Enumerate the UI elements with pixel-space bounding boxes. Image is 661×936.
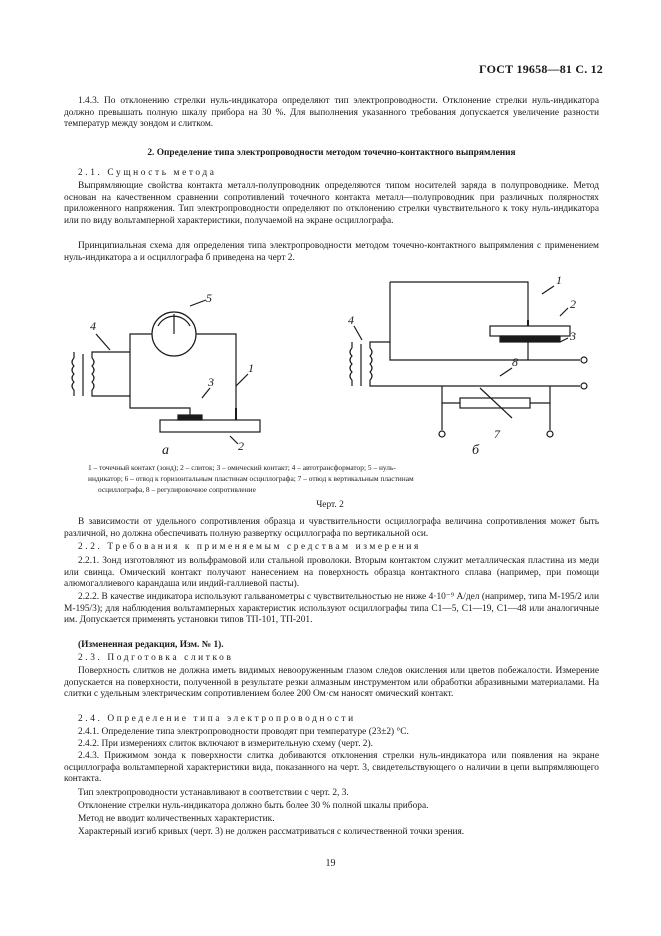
wire-indicator-to-probe <box>196 334 236 408</box>
label-5-a: 5 <box>206 291 212 305</box>
sub-label-b: б <box>472 443 480 458</box>
edit-note: (Измененная редакция, Изм. № 1). <box>78 640 224 650</box>
wire-to-probe-b <box>390 282 528 320</box>
wire-to-null-indicator <box>130 334 152 352</box>
resistor-slider-arrow <box>480 388 512 418</box>
resistor-8 <box>460 398 530 408</box>
leader-8 <box>500 368 512 376</box>
leader-3-a <box>202 388 210 398</box>
circuit-diagram-figure <box>60 268 600 460</box>
label-4-a: 4 <box>90 319 96 333</box>
paragraph-2-1-scheme <box>64 241 599 264</box>
subsection-2-1-title: 2.1. Сущность метода <box>78 168 217 178</box>
wire-transformer-to-contact <box>130 396 190 415</box>
ohmic-contact-3-a <box>178 415 202 420</box>
leader-2-b <box>560 308 568 316</box>
paragraph-text: 2.4.2. При измерениях слиток включают в измерительную схему (черт. 2). <box>78 739 373 749</box>
transformer-winding-secondary-b <box>370 348 372 380</box>
paragraph-last-2 <box>64 801 599 813</box>
subsection-2-3-title: 2.3. Подготовка слитков <box>78 653 234 663</box>
sub-label-a: а <box>162 443 169 458</box>
label-4-b: 4 <box>348 313 354 327</box>
leader-2-a <box>230 436 238 444</box>
paragraph-1-4-3 <box>64 96 599 131</box>
leader-1-a <box>236 374 248 386</box>
paragraph-text: Тип электропроводности устанавливают в соответствии с черт. 2, 3. <box>78 788 349 798</box>
label-8-b: 8 <box>512 355 518 369</box>
figure-caption <box>88 462 578 495</box>
paragraph-last-1 <box>64 788 599 800</box>
leader-3-b <box>560 338 568 342</box>
terminal-top-b <box>581 357 587 363</box>
leader-1-b <box>542 286 554 294</box>
paragraph-text: В зависимости от удельного сопротивления образца и чувствительности осциллографа величина сопротивления может быть различной, но должна обеспечивать полную развертку осциллографа по вертикальной оси. <box>64 517 599 539</box>
page-number: 19 <box>325 858 336 869</box>
paragraph-text: 1.4.3. По отклонению стрелки нуль-индикатора определяют тип электропроводности. Отклонение стрелки нуль-индикатора должно превышать полную шкалу прибора на 30 %. Для выполнения указанного требования допускается увеличение разности температур между зондом и слитком. <box>64 96 599 130</box>
paragraph-text: Принципиальная схема для определения типа электропроводности методом точечно-контактного выпрямления с применением нуль-индикатора а и осциллографа б приведена на черт 2. <box>64 241 599 263</box>
paragraph-2-4-3 <box>64 751 599 786</box>
transformer-winding-secondary-a <box>92 358 94 390</box>
label-2-b: 2 <box>570 297 576 311</box>
caption-line-3: осциллографа, 8 – регулировочное сопротивление <box>98 485 256 494</box>
paragraph-2-2-1 <box>64 556 599 591</box>
leader-4-b <box>354 326 362 340</box>
terminal-right-7 <box>547 431 553 437</box>
section-2-title: 2. Определение типа электропроводности методом точечно-контактного выпрямления <box>147 148 516 158</box>
paragraph-text: 2.4.3. Прижимом зонда к поверхности слитка добиваются отклонения стрелки нуль-индикатора или появления на экране осциллографа вольтамперной характеристики вида, показанного на черт. 3, свидетельствующего о наличии в цепи выпрямляющего контакта. <box>64 751 599 785</box>
paragraph-text: Метод не вводит количественных характеристик. <box>78 814 275 824</box>
paragraph-text: Характерный изгиб кривых (черт. 3) не должен рассматриваться с количественной точки зрения. <box>78 827 465 837</box>
subsection-2-2-title: 2.2. Требования к применяемым средствам измерения <box>78 542 421 552</box>
figure-number: Черт. 2 <box>316 500 344 510</box>
label-1-a: 1 <box>248 361 254 375</box>
transformer-winding-primary-b <box>350 348 352 380</box>
subsection-2-4-title: 2.4. Определение типа электропроводности <box>78 714 356 724</box>
paragraph-text: Выпрямляющие свойства контакта металл-полупроводник определяются типом носителей заряда в полупроводнике. Метод основан на качественном сравнении сопротивлений точечного контакта металл—полупроводник при различных полярностях приложенного напряжения. Тип электропроводности определяют по отклонению стрелки чувствительного к току нуль-индикатора или по виду вольтамперной характеристики, получаемой на экране осциллографа. <box>64 181 599 227</box>
wire-output-top <box>390 342 580 360</box>
ingot-2-a <box>160 420 260 432</box>
wire-transformer-to-indicator <box>92 352 130 358</box>
paragraph-text: Поверхность слитков не должна иметь видимых невооруженным глазом следов окисления или цветов побежалости. Измерение допускается на поверхности, полученной в результате резки алмазным инструментом или обработки абразивными материалами. На слитки с удельным электрическим сопротивлением более 200 Ом·см наносят омический контакт. <box>64 666 599 700</box>
leader-4-a <box>96 334 110 350</box>
paragraph-text: 2.2.1. Зонд изготовляют из вольфрамовой или стальной проволоки. Вторым контактом служит металлическая пластина из меди или свинца. Омический контакт получают нанесением на поверхность образца контактного сплава (например, при помощи алюмогаллиевого карандаша или индий-галлиевой пасты). <box>64 556 599 590</box>
caption-line-2: индикатор; 6 – отвод к горизонтальным пластинам осциллографа; 7 – отвод к вертикальным пластинам <box>88 474 414 483</box>
ohmic-contact-3-b <box>500 336 560 342</box>
paragraph-text: 2.2.2. В качестве индикатора используют гальванометры с чувствительностью не ниже 4·10⁻⁹ А/дел (например, типа М-195/2 или М-195/3); для наблюдения вольтамперных характеристик используют осциллографы типа С1—5, С1—19, С1—48 или аналогичные им. Допускается применять установки типов ТП-101, ТП-201. <box>64 592 599 626</box>
paragraph-2-4-1 <box>64 727 599 739</box>
terminal-left-7 <box>439 431 445 437</box>
paragraph-2-1 <box>64 181 599 228</box>
paragraph-2-3 <box>64 666 599 701</box>
caption-line-1: 1 – точечный контакт (зонд); 2 – слиток; 3 – омический контакт; 4 – автотрансформатор; 5 – нуль- <box>88 463 396 472</box>
paragraph-after-figure <box>64 517 599 540</box>
ingot-2-b <box>490 326 570 336</box>
paragraph-last-3 <box>64 814 599 826</box>
paragraph-last-4 <box>64 827 599 839</box>
label-7-b: 7 <box>494 427 500 441</box>
leader-5-a <box>190 300 206 306</box>
wire-to-resistor <box>370 380 442 386</box>
transformer-winding-primary-a <box>72 358 74 390</box>
page-header: ГОСТ 19658—81 С. 12 <box>479 62 603 76</box>
label-3-a: 3 <box>208 375 214 389</box>
paragraph-2-4-2 <box>64 739 599 751</box>
paragraph-text: Отклонение стрелки нуль-индикатора должно быть более 30 % полной шкалы прибора. <box>78 801 429 811</box>
label-3-b: 3 <box>570 329 576 343</box>
paragraph-text: 2.4.1. Определение типа электропроводности проводят при температуре (23±2) °С. <box>78 727 409 737</box>
label-2-a: 2 <box>238 439 244 453</box>
terminal-mid-b <box>581 383 587 389</box>
paragraph-2-2-2 <box>64 592 599 627</box>
label-1-b: 1 <box>556 273 562 287</box>
